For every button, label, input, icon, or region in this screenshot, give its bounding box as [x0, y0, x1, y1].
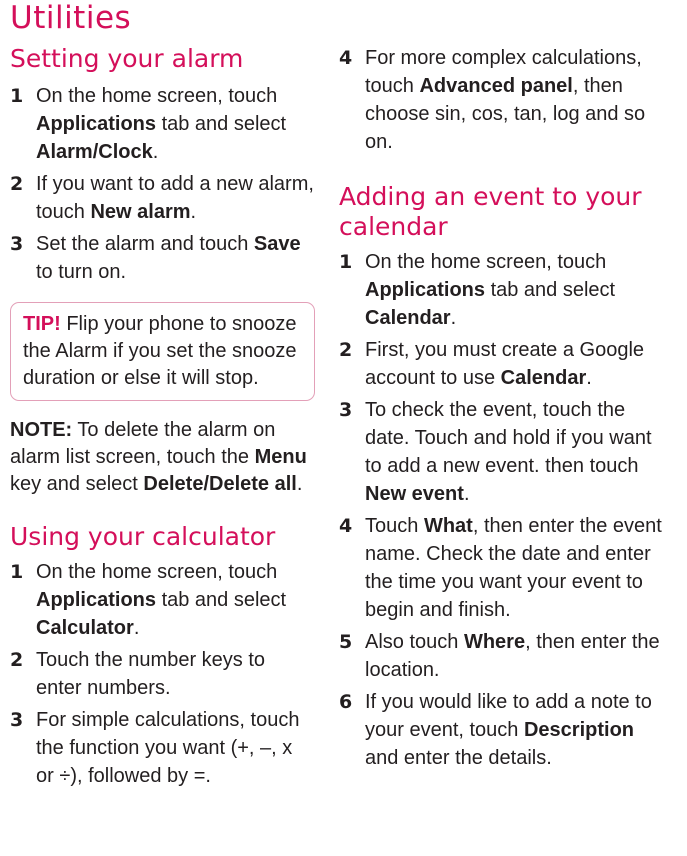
step-number: 5 — [339, 631, 353, 653]
calculator-heading: Using your calculator — [10, 522, 276, 551]
step-text: On the home screen, touch Applications tab and select Alarm/Clock. — [36, 85, 287, 163]
step-number: 2 — [10, 173, 24, 195]
list-item — [339, 512, 669, 624]
calendar-heading: Adding an event to your calendar — [339, 182, 642, 241]
step-number: 3 — [10, 709, 24, 731]
tip-label: TIP! — [23, 313, 61, 335]
step-number: 1 — [10, 561, 24, 583]
list-item — [10, 706, 315, 790]
step-text: If you would like to add a note to your event, touch Description and enter the details. — [365, 691, 652, 769]
step-text: Also touch Where, then enter the location. — [365, 631, 660, 681]
list-item — [10, 170, 315, 226]
list-item — [339, 688, 669, 772]
tip-box — [10, 302, 315, 401]
alarm-steps — [10, 82, 315, 286]
step-text: Touch the number keys to enter numbers. — [36, 649, 266, 699]
list-item — [339, 336, 669, 392]
list-item — [10, 558, 315, 642]
step-text: Set the alarm and touch Save to turn on. — [36, 233, 301, 283]
step-text: For more complex calculations, touch Advanced panel, then choose sin, cos, tan, log and so on. — [365, 47, 646, 153]
calculator-steps-continued — [339, 44, 669, 156]
calculator-steps — [10, 558, 315, 790]
note-paragraph: NOTE: To delete the alarm on alarm list screen, touch the Menu key and select Delete/Delete all. — [10, 419, 307, 495]
step-number: 3 — [339, 399, 353, 421]
alarm-heading: Setting your alarm — [10, 44, 244, 73]
left-column — [10, 44, 315, 794]
step-text: On the home screen, touch Applications tab and select Calendar. — [365, 251, 616, 329]
list-item — [339, 628, 669, 684]
step-number: 3 — [10, 233, 24, 255]
step-text: To check the event, touch the date. Touch and hold if you want to add a new event. then touch New event. — [365, 399, 652, 505]
step-number: 4 — [339, 515, 353, 537]
step-text: First, you must create a Google account to use Calendar. — [365, 339, 645, 389]
list-item — [10, 230, 315, 286]
list-item — [339, 248, 669, 332]
step-text: On the home screen, touch Applications tab and select Calculator. — [36, 561, 287, 639]
step-number: 2 — [339, 339, 353, 361]
list-item — [339, 44, 669, 156]
step-number: 4 — [339, 47, 353, 69]
step-number: 2 — [10, 649, 24, 671]
step-number: 1 — [10, 85, 24, 107]
list-item — [339, 396, 669, 508]
right-column — [339, 44, 669, 776]
step-number: 1 — [339, 251, 353, 273]
step-text: If you want to add a new alarm, touch New alarm. — [36, 173, 314, 223]
calendar-steps — [339, 248, 669, 772]
note-label: NOTE: — [10, 419, 73, 441]
step-text: Touch What, then enter the event name. Check the date and enter the time you want your event to begin and finish. — [365, 515, 662, 621]
step-number: 6 — [339, 691, 353, 713]
tip-text: Flip your phone to snooze the Alarm if you set the snooze duration or else it will stop. — [23, 313, 297, 389]
step-text: For simple calculations, touch the function you want (+, –, x or ÷), followed by =. — [36, 709, 300, 787]
list-item — [10, 82, 315, 166]
page-title: Utilities — [10, 0, 132, 36]
list-item — [10, 646, 315, 702]
